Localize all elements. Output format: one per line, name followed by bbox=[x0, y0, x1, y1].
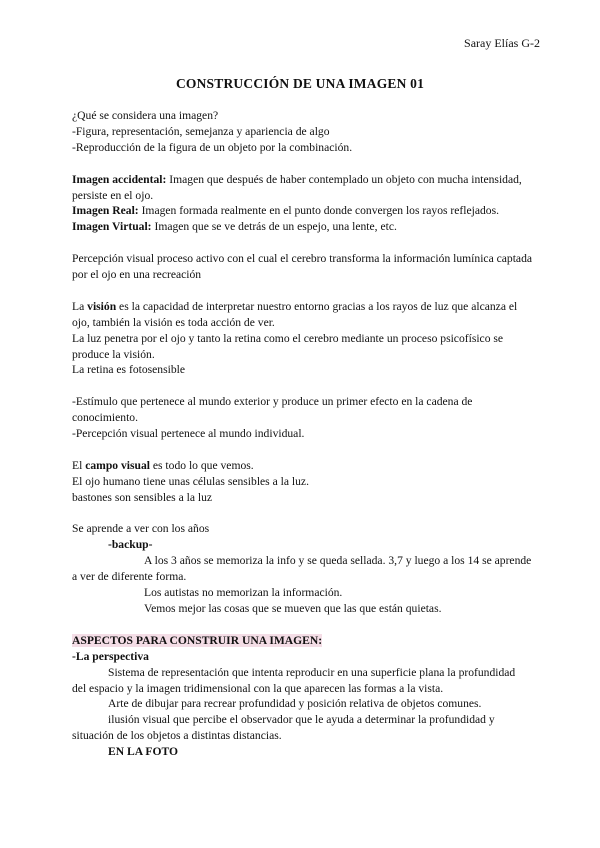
backup-label bbox=[72, 537, 532, 553]
def-accidental: Imagen que después de haber contemplado un objeto con mucha intensidad, persiste en el ojo. bbox=[72, 172, 522, 202]
term-visual-field: campo visual bbox=[85, 458, 150, 472]
intro-line-2: -Reproducción de la figura de un objeto por la combinación. bbox=[72, 140, 353, 154]
field-pre: El bbox=[72, 458, 83, 472]
field-post: es todo lo que vemos. bbox=[152, 458, 254, 472]
learning-line-3: Los autistas no memorizan la información. bbox=[144, 586, 343, 600]
page-title: CONSTRUCCIÓN DE UNA IMAGEN 01 bbox=[175, 76, 425, 91]
term-virtual: Imagen Virtual: bbox=[72, 220, 152, 234]
learning-line-2: A los 3 años se memoriza la info y se queda sellada. 3,7 y luego a los 14 se aprende a ver de diferente forma. bbox=[72, 554, 532, 584]
term-vision: visión bbox=[87, 299, 117, 313]
perspective-paragraph-1: Sistema de representación que intenta reproducir en una superficie plana la profundidad del espacio y la imagen tridimensional con la que aparecen las formas a la vista. bbox=[72, 665, 516, 695]
definition-accidental bbox=[72, 172, 532, 204]
aspects-heading bbox=[72, 633, 532, 649]
backup-text: -backup- bbox=[108, 538, 153, 552]
perspective-subheading-text: -La perspectiva bbox=[72, 649, 149, 663]
term-accidental: Imagen accidental: bbox=[72, 172, 167, 186]
intro-line-1: -Figura, representación, semejanza y apariencia de algo bbox=[72, 124, 330, 138]
vision-post: es la capacidad de interpretar nuestro entorno gracias a los rayos de luz que alcanza el ojo, también la visión es toda acción de ver. bbox=[72, 299, 518, 329]
definition-virtual bbox=[72, 219, 532, 235]
perspective-paragraph-2: Arte de dibujar para recrear profundidad y posición relativa de objetos comunes. bbox=[108, 697, 482, 711]
definition-real bbox=[72, 203, 532, 219]
learning-line-1: Se aprende a ver con los años bbox=[72, 522, 210, 536]
intro-question: ¿Qué se considera una imagen? bbox=[72, 109, 219, 122]
vision-paragraph bbox=[72, 299, 532, 331]
vision-line-3: La retina es fotosensible bbox=[72, 363, 185, 377]
learning-line-4: Vemos mejor las cosas que se mueven que las que están quietas. bbox=[144, 602, 442, 615]
perspective-subheading bbox=[72, 649, 532, 665]
vision-pre: La bbox=[72, 299, 85, 313]
perception-paragraph: Percepción visual proceso activo con el cual el cerebro transforma la información lumínica captada por el ojo en una recreación bbox=[72, 252, 533, 282]
perspective-paragraph-3: ilusión visual que percibe el observador que le ayuda a determinar la profundidad y situación de los objetos a distintas distancias. bbox=[72, 713, 495, 743]
vision-line-2: La luz penetra por el ojo y tanto la retina como el cerebro mediante un proceso psicofísico se produce la visión. bbox=[72, 331, 504, 361]
term-real: Imagen Real: bbox=[72, 204, 139, 218]
field-paragraph bbox=[72, 458, 532, 474]
aspects-heading-text: ASPECTOS PARA CONSTRUIR UNA IMAGEN: bbox=[72, 633, 323, 647]
def-virtual: Imagen que se ve detrás de un espejo, una lente, etc. bbox=[154, 220, 397, 234]
field-line-2: El ojo humano tiene unas células sensibles a la luz. bbox=[72, 474, 309, 488]
photo-heading bbox=[72, 744, 532, 760]
stimulus-line-1: -Estímulo que pertenece al mundo exterior y produce un primer efecto en la cadena de conocimiento. bbox=[72, 395, 473, 425]
def-real: Imagen formada realmente en el punto donde convergen los rayos reflejados. bbox=[141, 204, 500, 218]
document-body bbox=[72, 108, 532, 760]
field-line-3: bastones son sensibles a la luz bbox=[72, 490, 213, 504]
author-name: Saray Elías G-2 bbox=[464, 36, 540, 50]
stimulus-line-2: -Percepción visual pertenece al mundo individual. bbox=[72, 427, 305, 441]
photo-heading-text: EN LA FOTO bbox=[108, 745, 179, 759]
